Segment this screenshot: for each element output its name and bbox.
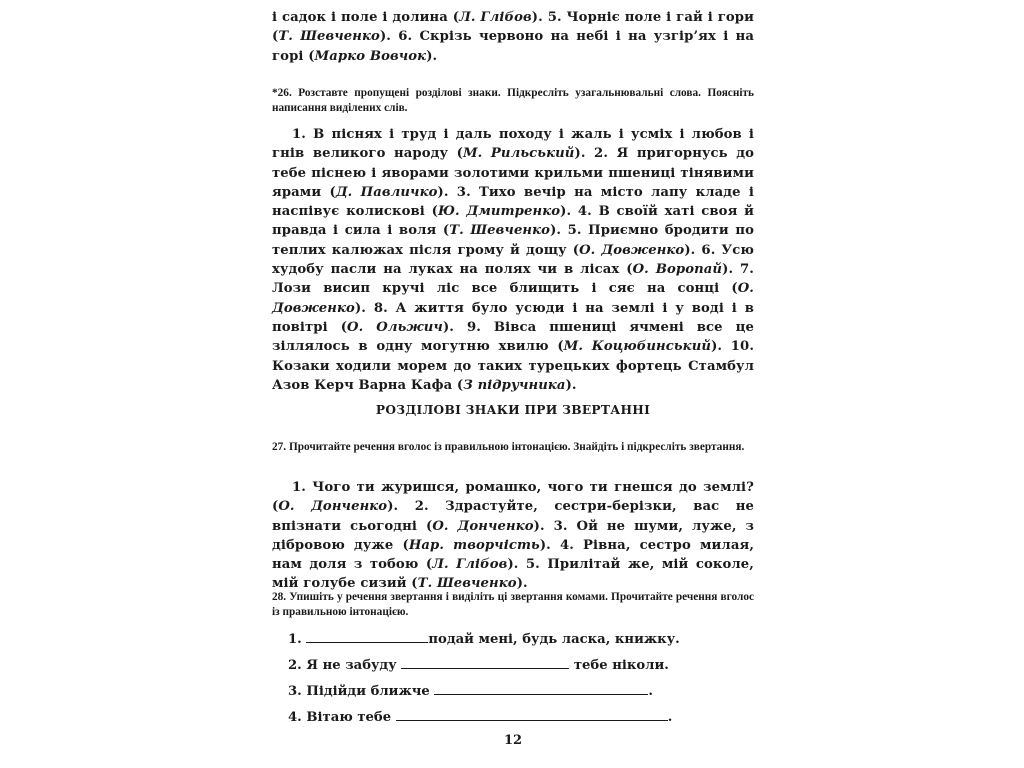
fill-line-3: 3. Підійди ближче . [288,684,654,699]
highlighted-word: блищить [509,281,580,297]
author-name: М. Коцюбинський [563,339,712,355]
task-26-exercise [272,125,754,395]
highlighted-word: колискові [346,204,425,220]
answer-blank[interactable] [396,708,668,721]
task-27-exercise [272,478,754,594]
author-name: М. Рильський [462,146,575,162]
author-name: Ю. Дмитренко [437,204,561,220]
continuation-text: і садок і поле і долина (Л. Глібов). 5. Чорніє поле і гай і гори (Т. Шевченко). 6. Скрізь червоно на небі і на узгір’ях і на горі (Марко Вовчок). [272,10,755,64]
exercise-text: 1. В піснях і труд і даль походу і жаль і усміх і любов і гнів великого народу (М. Рильський). 2. Я пригорнусь до тебе піснею і яворами золотими крильми пшениці тінявими ярами (Д. Павличко). 3. Тихо вечір на місто лапу кладе і наспівує колискові (Ю. Дмитренко). 4. В своїй хаті своя й правда і сила і воля (Т. Шевченко). 5. Приємно бродити по теплих калюжах після грому й дощу (О. Довженко). 6. Усю худобу пасли на луках на полях чи в лісах (О. Воропай). 7. Лози висип кручі ліс все блищить і сяє на сонці (О. Довженко). 8. А життя було усюди і на землі і у воді і в повітрі (О. Ольжич). 9. Вівса пшениці ячмені все це зіллялось в одну могутню хвилю (М. Коцюбинський). 10. Козаки ходили морем до таких турецьких фортець Стамбул Азов Керч Варна Кафа (З підручника). [272,127,755,393]
task-28-instruction: 28. Упишіть у речення звертання і виділіть ці звертання комами. Прочитайте речення вголос із правильною інтонацією. [272,591,754,618]
author-name: Т. Шевченко [449,223,551,239]
section-heading: РОЗДІЛОВІ ЗНАКИ ПРИ ЗВЕРТАННІ [375,403,651,417]
page-number: 12 [503,733,523,748]
author-name: О. Довженко [272,281,754,316]
task-number: 27. [272,441,287,453]
author-name: О. Донченко [278,499,388,515]
author-name: Марко Вовчок [314,48,427,64]
fill-line-1: 1. подай мені, будь ласка, книжку. [288,632,680,647]
author-name: Л. Глібов [432,557,508,573]
exercise-text: 1. Чого ти журишся, ромашко, чого ти гнешся до землі? (О. Донченко). 2. Здрастуйте, сестри-берізки, вас не впізнати сьогодні (О. Донченко). 3. Ой не шуми, луже, з дібровою дуже (Нар. творчість). 4. Рівна, сестро милая, нам доля з тобою (Л. Глібов). 5. Прилітай же, мій соколе, мій голубе сизий (Т. Шевченко). [272,480,755,592]
task-number: *26. [272,87,292,99]
answer-blank[interactable] [401,656,569,669]
author-name: Т. Шевченко [278,29,380,45]
fill-line-4: 4. Вітаю тебе . [288,710,673,725]
author-name: Л. Глібов [459,10,532,25]
task-27-instruction: 27. Прочитайте речення вголос із правильною інтонацією. Знайдіть і підкресліть звертання. [272,441,745,453]
continuation-paragraph [272,8,754,66]
answer-blank[interactable] [434,682,648,695]
task-number: 28. [272,591,287,603]
fill-line-2: 2. Я не забуду тебе ніколи. [288,658,669,673]
author-name: Д. Павличко [335,184,438,200]
textbook-page [272,0,754,768]
author-name: О. Ольжич [347,319,443,335]
author-name: Нар. творчість [408,537,540,553]
author-name: О. Донченко [432,518,534,534]
author-name: О. Довженко [579,242,685,258]
task-26-instruction: *26. Розставте пропущені розділові знаки. Підкресліть узагальнювальні слова. Поясніть написання виділених слів. [272,87,754,114]
author-name: З підручника [463,377,566,393]
author-name: О. Воропай [632,262,723,278]
author-name: Т. Шевченко [417,576,517,592]
answer-blank[interactable] [306,630,428,643]
